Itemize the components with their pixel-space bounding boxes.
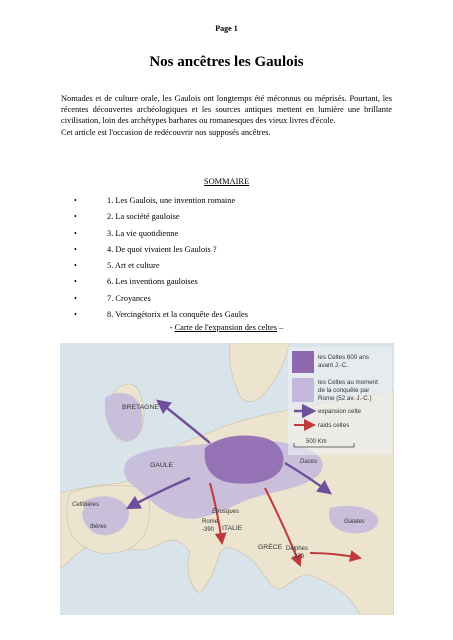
- place-delphes-date: -279: [292, 554, 305, 560]
- map-legend: [288, 347, 392, 455]
- place-daces: Daces: [300, 459, 318, 465]
- bullet-icon: •: [74, 228, 77, 238]
- toc-item-label: 3. La vie quotidienne: [107, 228, 179, 238]
- celtes-600-area: [205, 435, 284, 483]
- celtic-expansion-map: [60, 343, 394, 615]
- place-delphes: Delphes: [286, 546, 309, 552]
- place-rome: Rome: [202, 519, 219, 525]
- toc-item[interactable]: [74, 245, 248, 261]
- place-grece: GRÈCE: [258, 544, 283, 551]
- legend-expansion-label: expansion celte: [318, 408, 361, 415]
- place-italie: ITALIE: [222, 525, 243, 532]
- map-graphic: [60, 343, 394, 615]
- place-celtiberes: Celtibères: [72, 502, 100, 508]
- place-galates: Galates: [344, 519, 365, 525]
- map-caption-link[interactable]: Carte de l'expansion des celtes: [174, 323, 278, 332]
- place-iberes: Ibères: [90, 524, 107, 530]
- place-etrusques: Étrusques: [212, 509, 240, 515]
- intro-line: Cet article est l'occasion de redécouvrir nos supposés ancêtres.: [61, 127, 271, 137]
- toc-item[interactable]: [74, 277, 248, 293]
- toc-item[interactable]: [74, 261, 248, 277]
- toc-item[interactable]: [74, 196, 248, 212]
- toc-item[interactable]: [74, 229, 248, 245]
- toc-item-label: 6. Les inventions gauloises: [107, 277, 198, 287]
- legend-conquete-line1: les Celtes au moment: [318, 379, 378, 386]
- toc-item-label: 5. Art et culture: [107, 261, 160, 271]
- bullet-icon: •: [74, 212, 77, 222]
- toc-item[interactable]: [74, 294, 248, 310]
- caption-suffix: –: [277, 323, 284, 332]
- legend-conquete-line3: Rome (52 av. J.-C.): [318, 395, 372, 402]
- legend-swatch-conquete: [292, 378, 314, 402]
- scale-label: 500 Km: [306, 439, 327, 445]
- legend-raid-label: raids celtes: [318, 422, 350, 429]
- bullet-icon: •: [74, 310, 77, 320]
- place-rome-date: -390: [202, 527, 215, 533]
- place-bretagne: BRETAGNE: [122, 404, 159, 411]
- place-gaule: GAULE: [150, 462, 174, 469]
- sommaire-heading: SOMMAIRE: [203, 177, 250, 186]
- legend-600-line2: avant J.-C.: [318, 362, 348, 369]
- toc-item-label: 4. De quoi vivaient les Gaulois ?: [107, 244, 217, 254]
- intro-paragraph: Nomades et de culture orale, les Gaulois ont longtemps été méconnus ou méprisés. Pourtant, les récentes découvertes archéologiques et les sources antiques mettent en lumière une brillante civilisation, loin des archétypes barbares ou romanesques des vieux livres d'école.: [61, 94, 392, 126]
- toc-item-label: 8. Vercingétorix et la conquête des Gaules: [107, 310, 249, 320]
- toc-item[interactable]: [74, 212, 248, 228]
- legend-600-line1: les Celtes 600 ans: [318, 354, 369, 361]
- bullet-icon: •: [74, 196, 77, 205]
- bullet-icon: •: [74, 293, 77, 303]
- toc-item-label: 7. Croyances: [107, 293, 151, 303]
- legend-swatch-600: [292, 351, 314, 373]
- table-of-contents: [74, 196, 248, 326]
- bullet-icon: •: [74, 261, 77, 271]
- page-number: Page 1: [215, 24, 238, 33]
- toc-item-label: 2. La société gauloise: [107, 212, 180, 222]
- toc-item-label: 1. Les Gaulois, une invention romaine: [107, 196, 236, 205]
- document-title: Nos ancêtres les Gaulois: [149, 54, 304, 70]
- bullet-icon: •: [74, 244, 77, 254]
- map-caption: [0, 323, 453, 332]
- caption-prefix: -: [169, 323, 175, 332]
- legend-conquete-line2: de la conquête par: [318, 387, 370, 394]
- bullet-icon: •: [74, 277, 77, 287]
- intro-text: [61, 93, 392, 138]
